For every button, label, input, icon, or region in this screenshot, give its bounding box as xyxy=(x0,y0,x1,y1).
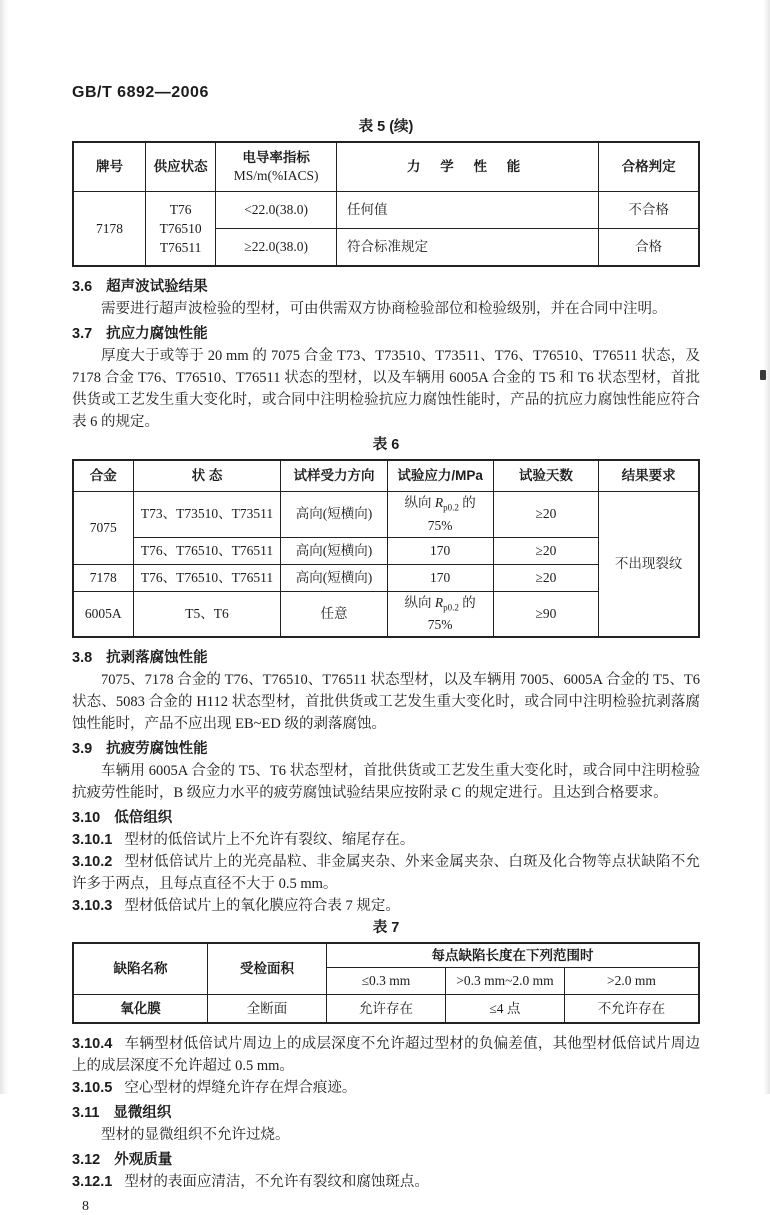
section-3-8-paragraph: 7075、7178 合金的 T76、T76510、T76511 状态型材，以及车辆用 7005、6005A 合金的 T5、T6 状态、5083 合金的 H112 状态型材，首批供货或工艺发生重大变化时，或合同中注明检验抗剥落腐蚀性能时，产品不应出现 EB~ED 级的剥落腐蚀。 xyxy=(72,672,700,733)
section-3-11-paragraph: 型材的显微组织不允许过烧。 xyxy=(101,1127,290,1144)
table6-cell-days-3: ≥20 xyxy=(493,564,599,591)
table5-cell-mech-2: 符合标准规定 xyxy=(337,229,599,267)
section-3-12-title: 外观质量 xyxy=(114,1152,173,1169)
section-3-12-number: 3.12 xyxy=(72,1152,101,1169)
section-3-11-title: 显微组织 xyxy=(113,1105,172,1122)
table-6 xyxy=(72,459,700,638)
clause-3-10-5 xyxy=(72,1077,700,1099)
section-3-10-number: 3.10 xyxy=(72,810,101,827)
table7-cell-v1: 允许存在 xyxy=(327,995,446,1024)
clause-3-10-2 xyxy=(72,851,700,895)
table6-cell-direction-1: 高向(短横向) xyxy=(281,492,387,538)
section-3-7-paragraph: 厚度大于或等于 20 mm 的 7075 合金 T73、T73510、T73511、T76、T76510、T76511 状态，及 7178 合金 T76、T76510、T76511 状态的型材，以及车辆用 6005A 合金的 T5 和 T6 状态型材，首批供货或工艺发生重大变化时，或合同中注明检验抗应力腐蚀性能时，产品的抗应力腐蚀性能应符合表 6 的规定。 xyxy=(72,348,700,430)
table5-header-state: 供应状态 xyxy=(146,142,216,192)
table-5 xyxy=(72,141,700,267)
section-3-8-heading xyxy=(72,647,700,669)
table7-cell-v2: ≤4 点 xyxy=(445,995,564,1024)
clause-3-10-1-text: 型材的低倍试片上不允许有裂纹、缩尾存在。 xyxy=(124,832,415,849)
section-3-10-title: 低倍组织 xyxy=(114,810,173,827)
clause-3-10-4-text: 车辆型材低倍试片周边上的成层深度不允许超过型材的负偏差值，其他型材低倍试片周边上的成层深度不允许超过 0.5 mm。 xyxy=(72,1036,700,1075)
table6-header-stress: 试验应力/MPa xyxy=(387,460,493,492)
section-3-8-number: 3.8 xyxy=(72,650,93,667)
section-3-8-title: 抗剥落腐蚀性能 xyxy=(106,650,208,667)
table5-header-grade: 牌号 xyxy=(73,142,146,192)
table6-cell-stress-2: 170 xyxy=(387,537,493,564)
table5-row-1 xyxy=(73,192,699,229)
clause-3-10-3 xyxy=(72,895,700,917)
section-3-11-number: 3.11 xyxy=(72,1105,100,1122)
table5-header-conductivity-line2: MS/m(%IACS) xyxy=(233,168,319,183)
section-3-9-title: 抗疲劳腐蚀性能 xyxy=(106,741,208,758)
table5-header-judge: 合格判定 xyxy=(599,142,699,192)
section-3-7-heading xyxy=(72,323,700,345)
table6-cell-days-4: ≥90 xyxy=(493,591,599,637)
section-3-9-number: 3.9 xyxy=(72,741,93,758)
clause-3-10-4 xyxy=(72,1033,700,1077)
table7-data-row xyxy=(73,995,699,1024)
table5-cell-grade: 7178 xyxy=(73,192,146,267)
stress-symbol: R xyxy=(434,594,444,610)
clause-3-10-2-number: 3.10.2 xyxy=(72,854,113,871)
table5-cell-conductivity-2: ≥22.0(38.0) xyxy=(216,229,337,267)
table5-cell-mech-1: 任何值 xyxy=(337,192,599,229)
stress-suffix: 的 75% xyxy=(427,594,476,633)
table5-header-mech: 力 学 性 能 xyxy=(337,142,599,192)
table5-header-conductivity-line1: 电导率指标 xyxy=(242,150,310,165)
clause-3-10-3-number: 3.10.3 xyxy=(72,898,113,915)
doc-code: GB/T 6892—2006 xyxy=(72,84,209,101)
table6-cell-state-1: T73、T73510、T73511 xyxy=(133,492,281,538)
table7-cell-defect: 氧化膜 xyxy=(73,995,208,1024)
table6-cell-stress-1 xyxy=(387,492,493,538)
table6-cell-days-1: ≥20 xyxy=(493,492,599,538)
table6-cell-alloy-6005a: 6005A xyxy=(73,591,133,637)
table5-cell-judge-1: 不合格 xyxy=(599,192,699,229)
section-3-10-heading xyxy=(72,807,700,829)
section-3-6-title: 超声波试验结果 xyxy=(106,279,208,295)
table7-header-sub2: >0.3 mm~2.0 mm xyxy=(445,968,564,995)
table6-cell-stress-3: 170 xyxy=(387,564,493,591)
table6-cell-state-3: T76、T76510、T76511 xyxy=(133,564,281,591)
stress-subscript: p0.2 xyxy=(443,602,459,613)
table6-cell-direction-3: 高向(短横向) xyxy=(281,564,387,591)
clause-3-12-1 xyxy=(72,1171,700,1193)
section-3-12-heading xyxy=(72,1149,700,1171)
table7-header-row-1 xyxy=(73,943,699,968)
table5-state-3: T76511 xyxy=(159,240,202,255)
section-3-6-heading xyxy=(72,276,700,298)
stress-prefix: 纵向 xyxy=(404,495,435,510)
table6-cell-result: 不出现裂纹 xyxy=(599,492,699,638)
table7-header-span: 每点缺陷长度在下列范围时 xyxy=(327,943,699,968)
table6-caption: 表 6 xyxy=(372,437,400,453)
table6-cell-state-2: T76、T76510、T76511 xyxy=(133,537,281,564)
table6-cell-days-2: ≥20 xyxy=(493,537,599,564)
table5-header-conductivity xyxy=(216,142,337,192)
stress-prefix: 纵向 xyxy=(404,594,435,610)
section-3-6-paragraph: 需要进行超声波检验的型材，可由供需双方协商检验部位和检验级别，并在合同中注明。 xyxy=(101,301,667,317)
table5-state-1: T76 xyxy=(169,202,192,217)
table7-header-sub1: ≤0.3 mm xyxy=(327,968,446,995)
clause-3-10-3-text: 型材低倍试片上的氧化膜应符合表 7 规定。 xyxy=(124,898,400,915)
table5-cell-judge-2: 合格 xyxy=(599,229,699,267)
table7-header-defect: 缺陷名称 xyxy=(73,943,208,995)
section-3-7-number: 3.7 xyxy=(72,326,93,342)
table6-cell-stress-4 xyxy=(387,591,493,637)
table7-header-area: 受检面积 xyxy=(208,943,327,995)
table7-cell-area: 全断面 xyxy=(208,995,327,1024)
clause-3-10-4-number: 3.10.4 xyxy=(72,1036,113,1053)
table7-cell-v3: 不允许存在 xyxy=(564,995,699,1024)
stress-symbol: R xyxy=(434,495,444,510)
table6-header-days: 试验天数 xyxy=(493,460,599,492)
section-3-9-heading xyxy=(72,738,700,760)
table5-cell-conductivity-1: <22.0(38.0) xyxy=(216,192,337,229)
table7-caption: 表 7 xyxy=(372,920,400,937)
section-3-6-number: 3.6 xyxy=(72,279,93,295)
table5-header-row xyxy=(73,142,699,192)
table6-header-row xyxy=(73,460,699,492)
table5-cell-states xyxy=(146,192,216,267)
section-3-9-paragraph: 车辆用 6005A 合金的 T5、T6 状态型材，首批供货或工艺发生重大变化时，或合同中注明检验抗疲劳性能时，B 级应力水平的疲劳腐蚀试验结果应按附录 C 的规定进行。且达到合格要求。 xyxy=(72,763,700,802)
page-number: 8 xyxy=(82,1199,89,1215)
table6-header-state: 状 态 xyxy=(133,460,281,492)
clause-3-10-1-number: 3.10.1 xyxy=(72,832,113,849)
stress-subscript: p0.2 xyxy=(443,502,459,513)
table6-row-1 xyxy=(73,492,699,538)
clause-3-10-2-text: 型材低倍试片上的光亮晶粒、非金属夹杂、外来金属夹杂、白斑及化合物等点状缺陷不允许多于两点，且每点直径不大于 0.5 mm。 xyxy=(72,854,700,893)
stress-suffix: 的 75% xyxy=(427,495,476,533)
table5-caption: 表 5 (续) xyxy=(358,119,414,135)
table6-header-direction: 试样受力方向 xyxy=(281,460,387,492)
table6-cell-state-4: T5、T6 xyxy=(133,591,281,637)
table6-header-alloy: 合金 xyxy=(73,460,133,492)
section-3-7-title: 抗应力腐蚀性能 xyxy=(106,326,208,342)
table6-cell-alloy-7075: 7075 xyxy=(73,492,133,565)
section-3-11-heading xyxy=(72,1102,700,1124)
table5-state-2: T76510 xyxy=(159,221,202,236)
clause-3-12-1-text: 型材的表面应清洁，不允许有裂纹和腐蚀斑点。 xyxy=(124,1174,429,1191)
table6-cell-direction-4: 任意 xyxy=(281,591,387,637)
table-7 xyxy=(72,942,700,1024)
clause-3-10-5-text: 空心型材的焊缝允许存在焊合痕迹。 xyxy=(124,1080,357,1097)
table6-cell-direction-2: 高向(短横向) xyxy=(281,537,387,564)
clause-3-10-1 xyxy=(72,829,700,851)
clause-3-10-5-number: 3.10.5 xyxy=(72,1080,113,1097)
table6-header-result: 结果要求 xyxy=(599,460,699,492)
table7-header-sub3: >2.0 mm xyxy=(564,968,699,995)
clause-3-12-1-number: 3.12.1 xyxy=(72,1174,113,1191)
table6-cell-alloy-7178: 7178 xyxy=(73,564,133,591)
